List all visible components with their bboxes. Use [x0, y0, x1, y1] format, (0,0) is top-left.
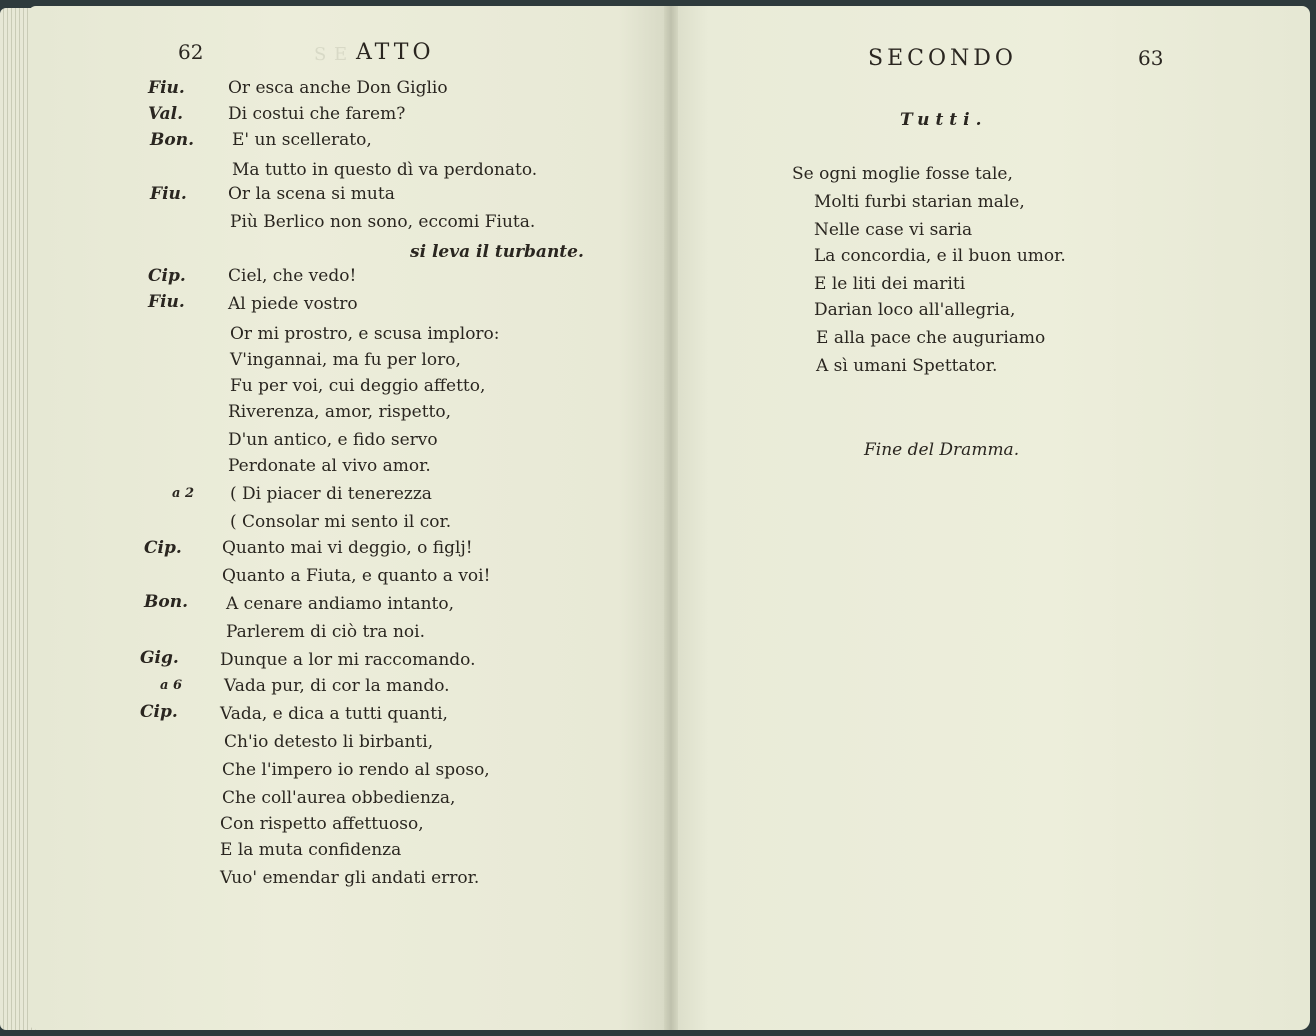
verse-line: Nelle case vi saria [814, 220, 973, 240]
speaker-label: Fiu. [148, 78, 185, 98]
show-through-text: S E [314, 44, 349, 65]
verse-line: Vuo' emendar gli andati error. [220, 868, 480, 888]
verse-line: Or esca anche Don Giglio [228, 78, 448, 98]
verse-line: Con rispetto affettuoso, [220, 814, 424, 834]
verse-line: Che l'impero io rendo al sposo, [222, 760, 490, 780]
verse-line: Molti furbi starian male, [814, 192, 1025, 212]
verse-line: Ch'io detesto li birbanti, [224, 732, 434, 752]
verse-line: E la muta confidenza [220, 840, 402, 860]
verse-line: Più Berlico non sono, eccomi Fiuta. [230, 212, 536, 232]
speaker-label: Bon. [150, 130, 194, 150]
closing-line: Fine del Dramma. [864, 440, 1020, 460]
verse-line: A cenare andiamo intanto, [226, 594, 455, 614]
speaker-label: Val. [148, 104, 184, 124]
speaker-label: Cip. [140, 702, 178, 722]
verse-line: Che coll'aurea obbedienza, [222, 788, 456, 808]
verse-line: La concordia, e il buon umor. [814, 246, 1066, 266]
speaker-tutti: Tutti. [900, 110, 988, 130]
speaker-label: Gig. [140, 648, 179, 668]
verse-line: D'un antico, e fido servo [228, 430, 438, 450]
left-page-number: 62 [178, 40, 204, 64]
verse-line: Ma tutto in questo dì va perdonato. [232, 160, 538, 180]
speaker-label: Bon. [144, 592, 188, 612]
verse-line: Or mi prostro, e scusa imploro: [230, 324, 500, 344]
verse-line: E le liti dei mariti [814, 274, 966, 294]
ensemble-label: a 2 [172, 486, 194, 501]
verse-line: E alla pace che auguriamo [816, 328, 1046, 348]
speaker-label: Cip. [144, 538, 182, 558]
ensemble-label: a 6 [160, 678, 182, 693]
verse-line: Vada, e dica a tutti quanti, [220, 704, 448, 724]
verse-line: Riverenza, amor, rispetto, [228, 402, 452, 422]
verse-line: Fu per voi, cui deggio affetto, [230, 376, 486, 396]
right-page-header: SECONDO [868, 46, 1017, 71]
stage-direction: si leva il turbante. [410, 242, 584, 262]
verse-line: Perdonate al vivo amor. [228, 456, 431, 476]
verse-line: ( Consolar mi sento il cor. [230, 512, 452, 532]
left-page-header: ATTO [356, 40, 435, 65]
book-gutter [664, 6, 678, 1030]
speaker-label: Fiu. [148, 292, 185, 312]
verse-line: Se ogni moglie fosse tale, [792, 164, 1013, 184]
verse-line: E' un scellerato, [232, 130, 372, 150]
verse-line: Darian loco all'allegria, [814, 300, 1016, 320]
verse-line: V'ingannai, ma fu per loro, [230, 350, 461, 370]
verse-line: Parlerem di ciò tra noi. [226, 622, 425, 642]
speaker-label: Cip. [148, 266, 186, 286]
verse-line: Al piede vostro [228, 294, 358, 314]
verse-line: ( Di piacer di tenerezza [230, 484, 432, 504]
verse-line: Vada pur, di cor la mando. [224, 676, 450, 696]
right-page-number: 63 [1138, 46, 1164, 70]
verse-line: Ciel, che vedo! [228, 266, 357, 286]
speaker-label: Fiu. [150, 184, 187, 204]
verse-line: Dunque a lor mi raccomando. [220, 650, 476, 670]
verse-line: Or la scena si muta [228, 184, 395, 204]
verse-line: Di costui che farem? [228, 104, 406, 124]
verse-line: A sì umani Spettator. [816, 356, 998, 376]
verse-line: Quanto a Fiuta, e quanto a voi! [222, 566, 491, 586]
verse-line: Quanto mai vi deggio, o figlj! [222, 538, 473, 558]
right-page [670, 6, 1310, 1030]
